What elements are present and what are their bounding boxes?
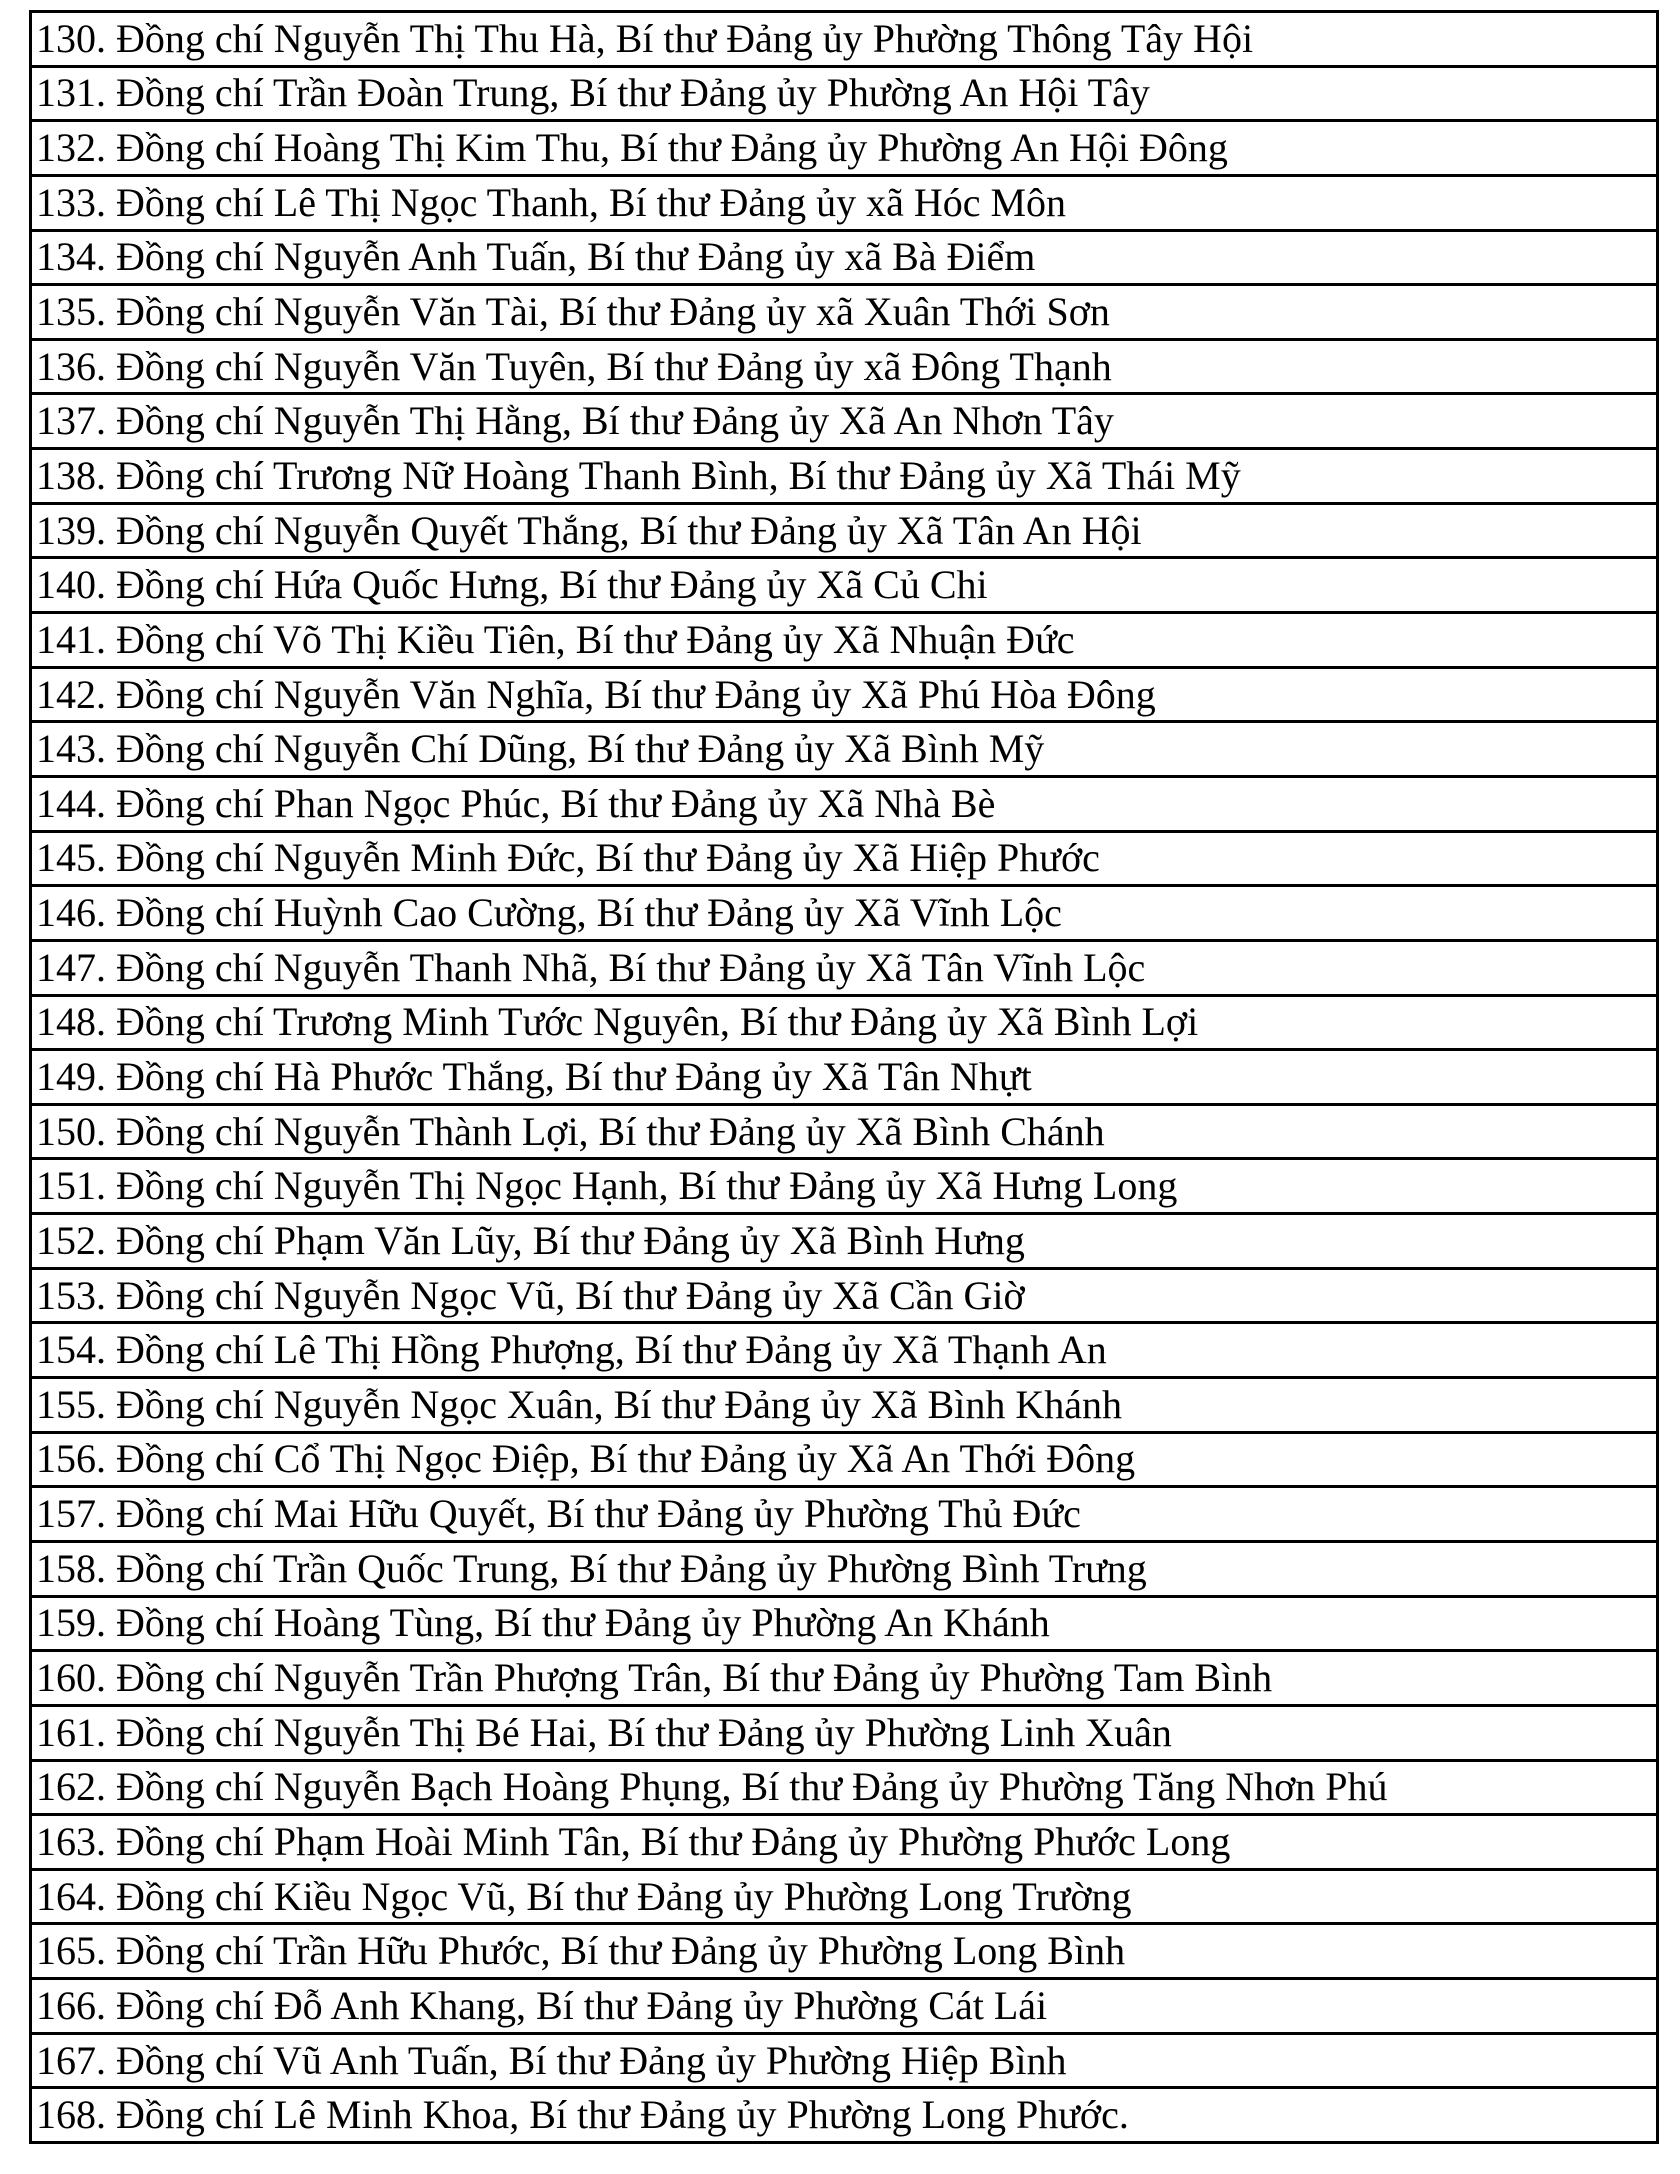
table-row xyxy=(31,886,1658,941)
secretary-list-table xyxy=(29,10,1659,2144)
table-row xyxy=(31,995,1658,1050)
table-row xyxy=(31,1541,1658,1596)
table-row xyxy=(31,1050,1658,1105)
list-item-text: 159. Đồng chí Hoàng Tùng, Bí thư Đảng ủy Phường An Khánh xyxy=(31,1596,1658,1651)
list-item-text: 160. Đồng chí Nguyễn Trần Phượng Trân, Bí thư Đảng ủy Phường Tam Bình xyxy=(31,1651,1658,1706)
list-item-text: 161. Đồng chí Nguyễn Thị Bé Hai, Bí thư Đảng ủy Phường Linh Xuân xyxy=(31,1705,1658,1760)
list-item-text: 138. Đồng chí Trương Nữ Hoàng Thanh Bình, Bí thư Đảng ủy Xã Thái Mỹ xyxy=(31,449,1658,504)
table-row xyxy=(31,1760,1658,1815)
secretary-list-body xyxy=(31,12,1658,2143)
table-row xyxy=(31,121,1658,176)
table-row xyxy=(31,1705,1658,1760)
table-row xyxy=(31,667,1658,722)
list-item-text: 148. Đồng chí Trương Minh Tước Nguyên, Bí thư Đảng ủy Xã Bình Lợi xyxy=(31,995,1658,1050)
table-row xyxy=(31,503,1658,558)
table-row xyxy=(31,722,1658,777)
list-item-text: 144. Đồng chí Phan Ngọc Phúc, Bí thư Đảng ủy Xã Nhà Bè xyxy=(31,776,1658,831)
table-row xyxy=(31,2088,1658,2143)
table-row xyxy=(31,1268,1658,1323)
table-row xyxy=(31,66,1658,121)
table-row xyxy=(31,175,1658,230)
table-row xyxy=(31,1979,1658,2034)
list-item-text: 141. Đồng chí Võ Thị Kiều Tiên, Bí thư Đảng ủy Xã Nhuận Đức xyxy=(31,613,1658,668)
table-row xyxy=(31,776,1658,831)
list-item-text: 152. Đồng chí Phạm Văn Lũy, Bí thư Đảng ủy Xã Bình Hưng xyxy=(31,1214,1658,1269)
table-row xyxy=(31,1815,1658,1870)
list-item-text: 153. Đồng chí Nguyễn Ngọc Vũ, Bí thư Đảng ủy Xã Cần Giờ xyxy=(31,1268,1658,1323)
list-item-text: 140. Đồng chí Hứa Quốc Hưng, Bí thư Đảng ủy Xã Củ Chi xyxy=(31,558,1658,613)
list-item-text: 136. Đồng chí Nguyễn Văn Tuyên, Bí thư Đảng ủy xã Đông Thạnh xyxy=(31,339,1658,394)
list-item-text: 146. Đồng chí Huỳnh Cao Cường, Bí thư Đảng ủy Xã Vĩnh Lộc xyxy=(31,886,1658,941)
table-row xyxy=(31,1378,1658,1433)
list-item-text: 167. Đồng chí Vũ Anh Tuấn, Bí thư Đảng ủy Phường Hiệp Bình xyxy=(31,2033,1658,2088)
list-item-text: 143. Đồng chí Nguyễn Chí Dũng, Bí thư Đảng ủy Xã Bình Mỹ xyxy=(31,722,1658,777)
table-row xyxy=(31,940,1658,995)
table-row xyxy=(31,12,1658,67)
table-row xyxy=(31,1159,1658,1214)
table-row xyxy=(31,1432,1658,1487)
list-item-text: 166. Đồng chí Đỗ Anh Khang, Bí thư Đảng ủy Phường Cát Lái xyxy=(31,1979,1658,2034)
list-item-text: 150. Đồng chí Nguyễn Thành Lợi, Bí thư Đảng ủy Xã Bình Chánh xyxy=(31,1104,1658,1159)
table-row xyxy=(31,1869,1658,1924)
table-row xyxy=(31,1487,1658,1542)
list-item-text: 133. Đồng chí Lê Thị Ngọc Thanh, Bí thư Đảng ủy xã Hóc Môn xyxy=(31,175,1658,230)
list-item-text: 168. Đồng chí Lê Minh Khoa, Bí thư Đảng ủy Phường Long Phước. xyxy=(31,2088,1658,2143)
list-item-text: 139. Đồng chí Nguyễn Quyết Thắng, Bí thư Đảng ủy Xã Tân An Hội xyxy=(31,503,1658,558)
list-item-text: 135. Đồng chí Nguyễn Văn Tài, Bí thư Đảng ủy xã Xuân Thới Sơn xyxy=(31,285,1658,340)
table-row xyxy=(31,230,1658,285)
list-item-text: 154. Đồng chí Lê Thị Hồng Phượng, Bí thư Đảng ủy Xã Thạnh An xyxy=(31,1323,1658,1378)
table-row xyxy=(31,285,1658,340)
table-row xyxy=(31,558,1658,613)
list-item-text: 151. Đồng chí Nguyễn Thị Ngọc Hạnh, Bí thư Đảng ủy Xã Hưng Long xyxy=(31,1159,1658,1214)
list-item-text: 130. Đồng chí Nguyễn Thị Thu Hà, Bí thư Đảng ủy Phường Thông Tây Hội xyxy=(31,12,1658,67)
list-item-text: 145. Đồng chí Nguyễn Minh Đức, Bí thư Đảng ủy Xã Hiệp Phước xyxy=(31,831,1658,886)
table-row xyxy=(31,613,1658,668)
table-row xyxy=(31,1214,1658,1269)
table-row xyxy=(31,1323,1658,1378)
list-item-text: 156. Đồng chí Cổ Thị Ngọc Điệp, Bí thư Đảng ủy Xã An Thới Đông xyxy=(31,1432,1658,1487)
list-item-text: 132. Đồng chí Hoàng Thị Kim Thu, Bí thư Đảng ủy Phường An Hội Đông xyxy=(31,121,1658,176)
list-item-text: 163. Đồng chí Phạm Hoài Minh Tân, Bí thư Đảng ủy Phường Phước Long xyxy=(31,1815,1658,1870)
list-item-text: 142. Đồng chí Nguyễn Văn Nghĩa, Bí thư Đảng ủy Xã Phú Hòa Đông xyxy=(31,667,1658,722)
table-row xyxy=(31,394,1658,449)
table-row xyxy=(31,2033,1658,2088)
list-item-text: 158. Đồng chí Trần Quốc Trung, Bí thư Đảng ủy Phường Bình Trưng xyxy=(31,1541,1658,1596)
list-item-text: 131. Đồng chí Trần Đoàn Trung, Bí thư Đảng ủy Phường An Hội Tây xyxy=(31,66,1658,121)
table-row xyxy=(31,1924,1658,1979)
list-item-text: 155. Đồng chí Nguyễn Ngọc Xuân, Bí thư Đảng ủy Xã Bình Khánh xyxy=(31,1378,1658,1433)
list-item-text: 134. Đồng chí Nguyễn Anh Tuấn, Bí thư Đảng ủy xã Bà Điểm xyxy=(31,230,1658,285)
table-row xyxy=(31,1651,1658,1706)
list-item-text: 162. Đồng chí Nguyễn Bạch Hoàng Phụng, Bí thư Đảng ủy Phường Tăng Nhơn Phú xyxy=(31,1760,1658,1815)
table-row xyxy=(31,1104,1658,1159)
list-item-text: 164. Đồng chí Kiều Ngọc Vũ, Bí thư Đảng ủy Phường Long Trường xyxy=(31,1869,1658,1924)
table-row xyxy=(31,831,1658,886)
list-item-text: 137. Đồng chí Nguyễn Thị Hằng, Bí thư Đảng ủy Xã An Nhơn Tây xyxy=(31,394,1658,449)
list-item-text: 165. Đồng chí Trần Hữu Phước, Bí thư Đảng ủy Phường Long Bình xyxy=(31,1924,1658,1979)
table-row xyxy=(31,339,1658,394)
list-item-text: 157. Đồng chí Mai Hữu Quyết, Bí thư Đảng ủy Phường Thủ Đức xyxy=(31,1487,1658,1542)
list-item-text: 149. Đồng chí Hà Phước Thắng, Bí thư Đảng ủy Xã Tân Nhựt xyxy=(31,1050,1658,1105)
table-row xyxy=(31,449,1658,504)
list-item-text: 147. Đồng chí Nguyễn Thanh Nhã, Bí thư Đảng ủy Xã Tân Vĩnh Lộc xyxy=(31,940,1658,995)
table-row xyxy=(31,1596,1658,1651)
